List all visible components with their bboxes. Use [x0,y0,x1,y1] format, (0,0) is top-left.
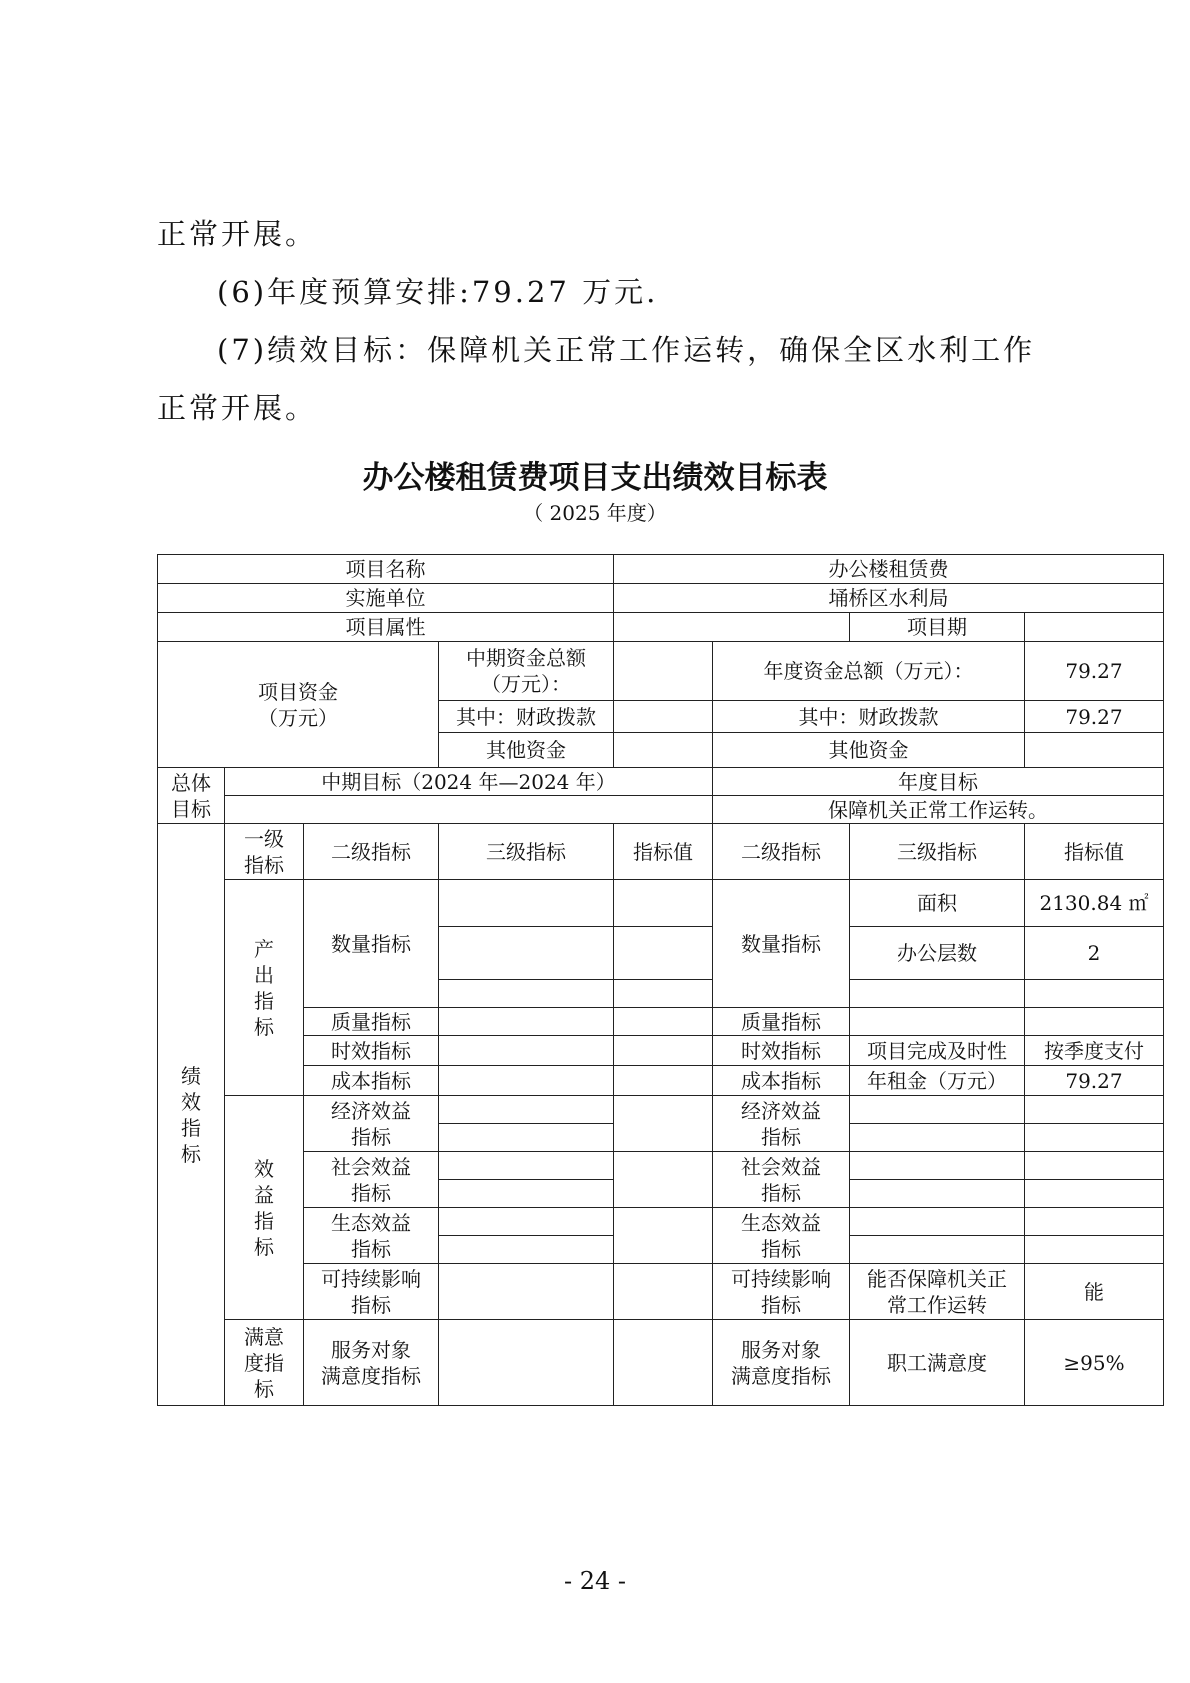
perf-indicator-label: 绩 效 指 标 [158,824,225,1406]
area-value: 2130.84 ㎡ [1025,880,1164,927]
mid-goal-header: 中期目标（2024 年—2024 年） [225,768,713,796]
page-number: - 24 - [563,1567,626,1595]
empty-cell [850,1152,1025,1180]
empty-cell [439,1008,614,1036]
col-value-header-year: 指标值 [1025,824,1164,880]
empty-cell [439,927,614,980]
empty-cell [850,1008,1025,1036]
empty-cell [439,1152,614,1180]
empty-cell [1025,1124,1164,1152]
mid-economic-label: 经济效益 指标 [304,1096,439,1152]
overall-goal-label: 总体 目标 [158,768,225,824]
empty-cell [614,1320,713,1406]
empty-cell [439,1236,614,1264]
mid-cost-label: 成本指标 [304,1066,439,1096]
empty-cell [1025,1208,1164,1236]
floors-value: 2 [1025,927,1164,980]
year-goal-text: 保障机关正常工作运转。 [713,796,1164,824]
empty-cell [439,1124,614,1152]
year-service-sat-label: 服务对象 满意度指标 [713,1320,850,1406]
year-fiscal-label: 其中：财政拨款 [713,701,1025,733]
empty-cell [439,1264,614,1320]
mid-quantity-label: 数量指标 [304,880,439,1008]
paragraph-budget: (6)年度预算安排:79.27 万元. [217,275,659,309]
mid-total-value [614,642,713,701]
mid-goal-text [225,796,713,824]
attr-value [614,613,850,642]
empty-cell [439,1066,614,1096]
paragraph-4: 正常开展。 [157,391,318,425]
empty-cell [614,1208,713,1264]
project-name-value: 办公楼租赁费 [614,555,1164,584]
project-name-label: 项目名称 [158,555,614,584]
empty-cell [439,980,614,1008]
sat-l3: 职工满意度 [850,1320,1025,1406]
period-label: 项目期 [850,613,1025,642]
empty-cell [850,1236,1025,1264]
cost-l3: 年租金（万元） [850,1066,1025,1096]
empty-cell [614,1264,713,1320]
empty-cell [439,1096,614,1124]
area-label: 面积 [850,880,1025,927]
empty-cell [850,980,1025,1008]
mid-quality-label: 质量指标 [304,1008,439,1036]
funds-label: 项目资金 （万元） [158,642,439,768]
mid-fiscal-value [614,701,713,733]
year-social-label: 社会效益 指标 [713,1152,850,1208]
empty-cell [1025,1152,1164,1180]
year-economic-label: 经济效益 指标 [713,1096,850,1152]
unit-value: 埇桥区水利局 [614,584,1164,613]
cost-value: 79.27 [1025,1066,1164,1096]
performance-table [157,554,1164,1406]
empty-cell [614,1096,713,1152]
empty-cell [614,1036,713,1066]
empty-cell [1025,1096,1164,1124]
table-title: 办公楼租赁费项目支出绩效目标表 [362,460,828,496]
sat-value: ≥95% [1025,1320,1164,1406]
empty-cell [1025,1236,1164,1264]
empty-cell [850,1208,1025,1236]
col-level3-header-year: 三级指标 [850,824,1025,880]
empty-cell [850,1096,1025,1124]
year-quantity-label: 数量指标 [713,880,850,1008]
empty-cell [1025,1180,1164,1208]
year-total-label: 年度资金总额（万元）： [713,642,1025,701]
mid-other-value [614,733,713,768]
year-other-value [1025,733,1164,768]
output-indicator-label: 产 出 指 标 [225,880,304,1096]
year-cost-label: 成本指标 [713,1066,850,1096]
col-value-header: 指标值 [614,824,713,880]
mid-fiscal-label: 其中：财政拨款 [439,701,614,733]
paragraph-1: 正常开展。 [157,217,318,251]
year-ecological-label: 生态效益 指标 [713,1208,850,1264]
benefit-indicator-label: 效 益 指 标 [225,1096,304,1320]
col-level3-header: 三级指标 [439,824,614,880]
year-other-label: 其他资金 [713,733,1025,768]
empty-cell [439,1320,614,1406]
satisfaction-indicator-label: 满意 度指 标 [225,1320,304,1406]
empty-cell [439,1036,614,1066]
sustain-l3: 能否保障机关正 常工作运转 [850,1264,1025,1320]
timeliness-value: 按季度支付 [1025,1036,1164,1066]
empty-cell [1025,1008,1164,1036]
table-subtitle: （ 2025 年度） [523,501,667,525]
unit-label: 实施单位 [158,584,614,613]
empty-cell [850,1180,1025,1208]
mid-sustainable-label: 可持续影响 指标 [304,1264,439,1320]
year-goal-header: 年度目标 [713,768,1164,796]
empty-cell [1025,980,1164,1008]
mid-social-label: 社会效益 指标 [304,1152,439,1208]
period-value [1025,613,1164,642]
empty-cell [850,1124,1025,1152]
mid-ecological-label: 生态效益 指标 [304,1208,439,1264]
empty-cell [439,1180,614,1208]
timeliness-l3: 项目完成及时性 [850,1036,1025,1066]
mid-timeliness-label: 时效指标 [304,1036,439,1066]
floors-label: 办公层数 [850,927,1025,980]
empty-cell [614,880,713,927]
col-level2-header-year: 二级指标 [713,824,850,880]
mid-total-label: 中期资金总额 （万元）： [439,642,614,701]
empty-cell [614,927,713,980]
col-level2-header: 二级指标 [304,824,439,880]
empty-cell [439,880,614,927]
sustain-value: 能 [1025,1264,1164,1320]
year-quality-label: 质量指标 [713,1008,850,1036]
year-fiscal-value: 79.27 [1025,701,1164,733]
empty-cell [614,980,713,1008]
mid-service-sat-label: 服务对象 满意度指标 [304,1320,439,1406]
col-level1-header: 一级 指标 [225,824,304,880]
empty-cell [614,1008,713,1036]
mid-other-label: 其他资金 [439,733,614,768]
year-sustainable-label: 可持续影响 指标 [713,1264,850,1320]
paragraph-goal: (7)绩效目标：保障机关正常工作运转，确保全区水利工作 [217,333,1036,367]
empty-cell [439,1208,614,1236]
empty-cell [614,1066,713,1096]
year-timeliness-label: 时效指标 [713,1036,850,1066]
attr-label: 项目属性 [158,613,614,642]
empty-cell [614,1152,713,1208]
year-total-value: 79.27 [1025,642,1164,701]
